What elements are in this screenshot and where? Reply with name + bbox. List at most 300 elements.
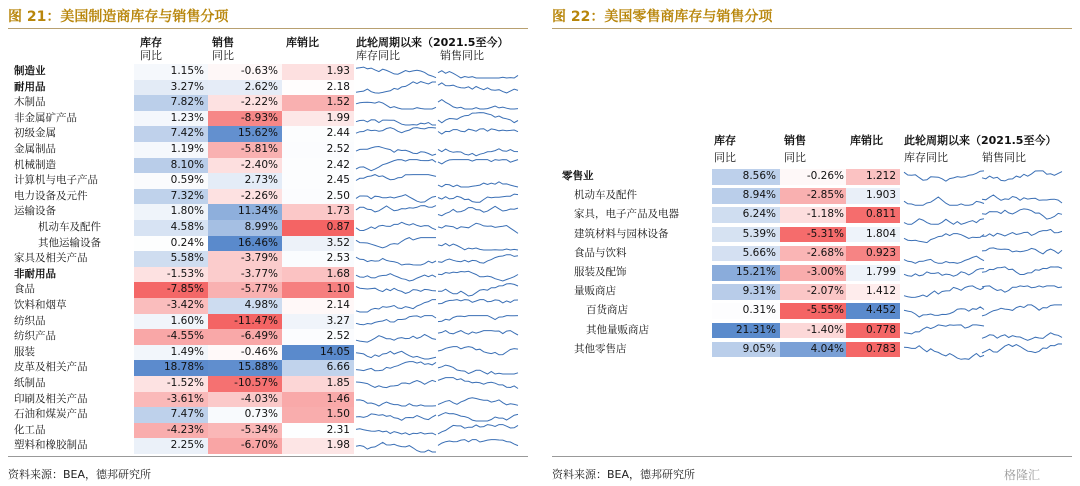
sparkline-sales-yoy [438, 360, 518, 376]
sparkline-sales-yoy [438, 220, 518, 236]
cell-sales-yoy: -11.47% [208, 314, 282, 330]
right-title-rule [552, 28, 1072, 29]
sparkline-inventory-yoy [904, 169, 984, 188]
sparkline-sales-yoy [438, 189, 518, 205]
sparkline-path [904, 197, 984, 205]
sparkline-path [438, 346, 518, 354]
cell-inv-sales-ratio: 4.452 [846, 303, 900, 319]
cell-sales-yoy: -5.77% [208, 282, 282, 298]
cell-inventory-yoy: 1.23% [134, 111, 208, 127]
cell-sales-yoy: -2.22% [208, 95, 282, 111]
sparkline-path [438, 378, 518, 389]
cell-sales-yoy: -3.79% [208, 251, 282, 267]
left-hdr-cycle-sales: 销售同比 [440, 49, 484, 62]
cell-inv-sales-ratio: 2.53 [282, 251, 354, 267]
cell-inventory-yoy: -1.53% [134, 267, 208, 283]
sparkline-path [904, 233, 984, 242]
left-hdr-sales: 销售 [212, 36, 234, 49]
sparkline-sales-yoy [438, 423, 518, 439]
cell-sales-yoy: -5.34% [208, 423, 282, 439]
right-hdr-sales: 销售 [784, 134, 806, 147]
sparkline-inventory-yoy [904, 323, 984, 342]
cell-sales-yoy: -0.63% [208, 64, 282, 80]
sparkline-sales-yoy [982, 207, 1062, 226]
sparkline-path [438, 271, 518, 281]
sparkline-inventory-yoy [356, 126, 436, 142]
sparkline-path [438, 284, 518, 296]
cell-sales-yoy: -3.77% [208, 267, 282, 283]
sparkline-inventory-yoy [356, 392, 436, 408]
cell-sales-yoy: -4.03% [208, 392, 282, 408]
right-title: 图 22：美国零售商库存与销售分项 [552, 9, 773, 25]
sparkline-sales-yoy [982, 342, 1062, 361]
sparkline-sales-yoy [438, 64, 518, 80]
sparkline-path [904, 256, 984, 263]
cell-sales-yoy: -8.93% [208, 111, 282, 127]
sparkline-path [438, 424, 518, 433]
sparkline-path [356, 335, 436, 343]
cell-sales-yoy: 15.62% [208, 126, 282, 142]
sparkline-inventory-yoy [904, 284, 984, 303]
cell-inv-sales-ratio: 1.212 [846, 169, 900, 185]
row-label: 食品与饮料 [574, 246, 627, 259]
cell-sales-yoy: 0.73% [208, 407, 282, 423]
sparkline-path [904, 269, 984, 277]
cell-inv-sales-ratio: 2.52 [282, 142, 354, 158]
left-source: 资料来源：BEA，德邦研究所 [8, 468, 152, 481]
sparkline-sales-yoy [982, 188, 1062, 207]
sparkline-inventory-yoy [356, 360, 436, 376]
sparkline-sales-yoy [438, 95, 518, 111]
row-label: 运输设备 [14, 205, 56, 218]
cell-inv-sales-ratio: 2.44 [282, 126, 354, 142]
sparkline-path [438, 331, 518, 335]
cell-inventory-yoy: 5.66% [712, 246, 780, 262]
sparkline-inventory-yoy [356, 158, 436, 174]
sparkline-path [356, 102, 436, 109]
cell-inventory-yoy: 6.24% [712, 207, 780, 223]
sparkline-inventory-yoy [356, 80, 436, 96]
sparkline-inventory-yoy [904, 246, 984, 265]
row-label: 非耐用品 [14, 267, 56, 280]
sparkline-sales-yoy [438, 204, 518, 220]
left-hdr-sales-sub: 同比 [212, 49, 234, 62]
sparkline-path [356, 159, 436, 170]
left-hdr-inv: 库存 [140, 36, 162, 49]
sparkline-path [356, 362, 436, 371]
row-label: 纸制品 [14, 377, 46, 389]
cell-inv-sales-ratio: 14.05 [282, 345, 354, 361]
row-label: 服装及配饰 [574, 266, 627, 278]
cell-sales-yoy: 2.73% [208, 173, 282, 189]
sparkline-inventory-yoy [904, 207, 984, 226]
left-bottom-rule [8, 456, 528, 457]
sparkline-path [438, 397, 518, 405]
right-hdr-sales-sub: 同比 [784, 151, 806, 164]
cell-inventory-yoy: 8.94% [712, 188, 780, 204]
right-bottom-rule [552, 456, 1072, 457]
row-label: 家具及相关产品 [14, 252, 88, 265]
cell-inventory-yoy: -3.42% [134, 298, 208, 314]
sparkline-path [356, 414, 436, 420]
cell-inventory-yoy: 0.59% [134, 173, 208, 189]
row-label: 机动车及配件 [574, 189, 637, 202]
cell-sales-yoy: 4.04% [780, 342, 848, 358]
cell-sales-yoy: -2.85% [780, 188, 848, 204]
row-label: 塑料和橡胶制品 [14, 439, 88, 452]
sparkline-inventory-yoy [356, 189, 436, 205]
cell-inv-sales-ratio: 1.73 [282, 204, 354, 220]
row-label: 其他量贩商店 [586, 323, 649, 336]
sparkline-path [356, 67, 436, 78]
sparkline-path [438, 365, 518, 374]
sparkline-inventory-yoy [356, 438, 436, 454]
sparkline-path [356, 273, 436, 280]
sparkline-sales-yoy [438, 392, 518, 408]
sparkline-path [982, 248, 1062, 254]
sparkline-inventory-yoy [356, 407, 436, 423]
sparkline-sales-yoy [438, 298, 518, 314]
row-label: 家具，电子产品及电器 [574, 208, 679, 221]
sparkline-path [904, 286, 984, 298]
sparkline-sales-yoy [982, 246, 1062, 265]
sparkline-inventory-yoy [356, 376, 436, 392]
left-hdr-cycle: 此轮周期以来（2021.5至今） [356, 36, 509, 49]
cell-inventory-yoy: 7.32% [134, 189, 208, 205]
cell-inventory-yoy: 1.60% [134, 314, 208, 330]
cell-sales-yoy: 11.34% [208, 204, 282, 220]
sparkline-path [438, 194, 518, 202]
cell-inv-sales-ratio: 2.50 [282, 189, 354, 205]
sparkline-inventory-yoy [356, 173, 436, 189]
row-label: 制造业 [14, 65, 46, 77]
cell-inventory-yoy: 7.82% [134, 95, 208, 111]
sparkline-path [356, 300, 436, 312]
cell-inventory-yoy: 8.56% [712, 169, 780, 185]
sparkline-path [438, 413, 518, 421]
sparkline-path [356, 206, 436, 212]
sparkline-inventory-yoy [356, 236, 436, 252]
cell-inv-sales-ratio: 1.903 [846, 188, 900, 204]
cell-inv-sales-ratio: 2.31 [282, 423, 354, 439]
cell-sales-yoy: -6.49% [208, 329, 282, 345]
cell-inventory-yoy: 0.31% [712, 303, 780, 319]
cell-inv-sales-ratio: 1.99 [282, 111, 354, 127]
row-label: 初级金属 [14, 127, 56, 140]
cell-inv-sales-ratio: 1.46 [282, 392, 354, 408]
cell-inventory-yoy: 4.58% [134, 220, 208, 236]
cell-sales-yoy: -0.46% [208, 345, 282, 361]
sparkline-path [356, 237, 436, 247]
cell-inventory-yoy: 9.31% [712, 284, 780, 300]
sparkline-path [438, 112, 518, 122]
cell-inv-sales-ratio: 1.93 [282, 64, 354, 80]
cell-sales-yoy: -5.31% [780, 227, 848, 243]
cell-sales-yoy: -2.40% [208, 158, 282, 174]
sparkline-inventory-yoy [356, 345, 436, 361]
sparkline-path [982, 209, 1062, 219]
sparkline-inventory-yoy [356, 282, 436, 298]
cell-inv-sales-ratio: 3.52 [282, 236, 354, 252]
cell-inv-sales-ratio: 0.811 [846, 207, 900, 223]
sparkline-path [356, 351, 436, 359]
cell-inventory-yoy: 15.21% [712, 265, 780, 281]
cell-inventory-yoy: -4.55% [134, 329, 208, 345]
sparkline-sales-yoy [438, 80, 518, 96]
cell-sales-yoy: -5.55% [780, 303, 848, 319]
cell-sales-yoy: -0.26% [780, 169, 848, 185]
cell-sales-yoy: 16.46% [208, 236, 282, 252]
cell-sales-yoy: 8.99% [208, 220, 282, 236]
right-hdr-inv: 库存 [714, 134, 736, 147]
cell-inv-sales-ratio: 2.42 [282, 158, 354, 174]
cell-sales-yoy: -5.81% [208, 142, 282, 158]
sparkline-sales-yoy [982, 284, 1062, 303]
sparkline-inventory-yoy [904, 265, 984, 284]
sparkline-inventory-yoy [356, 423, 436, 439]
sparkline-path [356, 147, 436, 156]
right-hdr-cycle: 此轮周期以来（2021.5至今） [904, 134, 1057, 147]
row-label: 百货商店 [586, 304, 628, 317]
cell-sales-yoy: -10.57% [208, 376, 282, 392]
sparkline-path [356, 81, 436, 93]
cell-inventory-yoy: -7.85% [134, 282, 208, 298]
cell-inventory-yoy: -3.61% [134, 392, 208, 408]
sparkline-inventory-yoy [904, 303, 984, 322]
cell-inventory-yoy: 8.10% [134, 158, 208, 174]
sparkline-sales-yoy [982, 169, 1062, 188]
cell-inventory-yoy: 7.47% [134, 407, 208, 423]
sparkline-path [356, 257, 436, 265]
sparkline-path [438, 255, 518, 263]
row-label: 零售业 [562, 170, 594, 182]
sparkline-path [356, 120, 436, 125]
sparkline-path [438, 300, 518, 304]
sparkline-path [982, 286, 1062, 292]
cell-inventory-yoy: -4.23% [134, 423, 208, 439]
sparkline-path [904, 324, 984, 333]
cell-inventory-yoy: 0.24% [134, 236, 208, 252]
sparkline-sales-yoy [438, 282, 518, 298]
cell-inventory-yoy: 3.27% [134, 80, 208, 96]
cell-sales-yoy: -1.40% [780, 323, 848, 339]
sparkline-inventory-yoy [356, 142, 436, 158]
sparkline-sales-yoy [438, 407, 518, 423]
sparkline-path [356, 443, 436, 453]
sparkline-sales-yoy [438, 111, 518, 127]
row-label: 其他运输设备 [38, 236, 101, 249]
cell-inv-sales-ratio: 1.52 [282, 95, 354, 111]
right-hdr-inv-sub: 同比 [714, 151, 736, 164]
row-label: 印刷及相关产品 [14, 392, 88, 405]
row-label: 饮料和烟草 [14, 299, 67, 311]
sparkline-inventory-yoy [356, 329, 436, 345]
watermark-text: 格隆汇 [1004, 468, 1041, 482]
sparkline-sales-yoy [438, 173, 518, 189]
row-label: 机动车及配件 [38, 221, 101, 233]
sparkline-inventory-yoy [356, 64, 436, 80]
sparkline-path [438, 315, 518, 321]
row-label: 化工品 [14, 423, 46, 436]
sparkline-path [356, 194, 436, 202]
sparkline-path [438, 440, 518, 446]
left-hdr-cycle-inv: 库存同比 [356, 49, 400, 62]
cell-inv-sales-ratio: 1.68 [282, 267, 354, 283]
cell-sales-yoy: -6.70% [208, 438, 282, 454]
sparkline-inventory-yoy [356, 95, 436, 111]
row-label: 建筑材料与园林设备 [574, 227, 669, 240]
cell-inventory-yoy: 9.05% [712, 342, 780, 358]
row-label: 其他零售店 [574, 342, 627, 355]
sparkline-path [356, 429, 436, 435]
cell-sales-yoy: -2.26% [208, 189, 282, 205]
sparkline-inventory-yoy [904, 188, 984, 207]
sparkline-path [438, 129, 518, 134]
sparkline-path [982, 267, 1062, 275]
sparkline-inventory-yoy [356, 267, 436, 283]
row-label: 木制品 [14, 96, 46, 109]
sparkline-sales-yoy [438, 314, 518, 330]
cell-sales-yoy: -2.07% [780, 284, 848, 300]
sparkline-inventory-yoy [904, 227, 984, 246]
sparkline-path [438, 243, 518, 250]
sparkline-sales-yoy [438, 345, 518, 361]
cell-inv-sales-ratio: 0.923 [846, 246, 900, 262]
sparkline-sales-yoy [982, 323, 1062, 342]
cell-sales-yoy: 4.98% [208, 298, 282, 314]
row-label: 纺织品 [14, 314, 46, 327]
sparkline-path [982, 229, 1062, 236]
row-label: 纺织产品 [14, 330, 56, 343]
row-label: 金属制品 [14, 143, 56, 155]
sparkline-path [356, 315, 436, 324]
cell-sales-yoy: -3.00% [780, 265, 848, 281]
sparkline-inventory-yoy [356, 314, 436, 330]
cell-inventory-yoy: 7.42% [134, 126, 208, 142]
cell-inv-sales-ratio: 1.50 [282, 407, 354, 423]
cell-inv-sales-ratio: 1.412 [846, 284, 900, 300]
sparkline-path [904, 345, 984, 359]
sparkline-path [982, 171, 1062, 181]
row-label: 量贩商店 [574, 285, 616, 298]
sparkline-path [438, 100, 518, 109]
cell-sales-yoy: -2.68% [780, 246, 848, 262]
row-label: 耐用品 [14, 80, 46, 93]
sparkline-path [356, 128, 436, 134]
sparkline-sales-yoy [438, 142, 518, 158]
cell-inventory-yoy: 1.15% [134, 64, 208, 80]
cell-inv-sales-ratio: 0.778 [846, 323, 900, 339]
sparkline-path [438, 223, 518, 233]
sparkline-inventory-yoy [356, 204, 436, 220]
cell-inv-sales-ratio: 1.804 [846, 227, 900, 243]
sparkline-inventory-yoy [356, 298, 436, 314]
sparkline-path [438, 159, 518, 163]
cell-sales-yoy: 2.62% [208, 80, 282, 96]
cell-inventory-yoy: -1.52% [134, 376, 208, 392]
sparkline-sales-yoy [982, 303, 1062, 322]
cell-inventory-yoy: 18.78% [134, 360, 208, 376]
row-label: 食品 [14, 283, 35, 296]
sparkline-sales-yoy [982, 265, 1062, 284]
cell-inv-sales-ratio: 0.783 [846, 342, 900, 358]
row-label: 机械制造 [14, 158, 56, 171]
sparkline-sales-yoy [438, 158, 518, 174]
sparkline-path [904, 219, 984, 225]
sparkline-path [356, 380, 436, 387]
sparkline-inventory-yoy [904, 342, 984, 361]
sparkline-path [356, 287, 436, 294]
sparkline-sales-yoy [438, 329, 518, 345]
left-hdr-ratio: 库销比 [286, 36, 319, 49]
cell-inv-sales-ratio: 2.45 [282, 173, 354, 189]
cell-inventory-yoy: 1.19% [134, 142, 208, 158]
cell-inventory-yoy: 5.39% [712, 227, 780, 243]
sparkline-path [982, 344, 1062, 353]
sparkline-path [438, 149, 518, 156]
cell-inv-sales-ratio: 1.10 [282, 282, 354, 298]
sparkline-path [356, 399, 436, 405]
cell-inv-sales-ratio: 6.66 [282, 360, 354, 376]
sparkline-sales-yoy [438, 438, 518, 454]
row-label: 计算机与电子产品 [14, 174, 98, 187]
cell-inv-sales-ratio: 1.799 [846, 265, 900, 281]
sparkline-path [356, 175, 436, 181]
cell-inv-sales-ratio: 2.52 [282, 329, 354, 345]
sparkline-path [982, 195, 1062, 203]
row-label: 服装 [14, 345, 35, 358]
sparkline-path [356, 222, 436, 230]
right-hdr-cycle-inv: 库存同比 [904, 151, 948, 164]
sparkline-sales-yoy [438, 126, 518, 142]
cell-inv-sales-ratio: 1.85 [282, 376, 354, 392]
cell-sales-yoy: -1.18% [780, 207, 848, 223]
sparkline-sales-yoy [438, 236, 518, 252]
row-label: 皮革及相关产品 [14, 361, 88, 374]
cell-inv-sales-ratio: 2.14 [282, 298, 354, 314]
sparkline-sales-yoy [438, 267, 518, 283]
sparkline-path [982, 332, 1062, 340]
row-label: 石油和煤炭产品 [14, 408, 88, 421]
sparkline-sales-yoy [438, 251, 518, 267]
sparkline-path [982, 305, 1062, 316]
cell-inventory-yoy: 2.25% [134, 438, 208, 454]
sparkline-sales-yoy [438, 376, 518, 392]
right-hdr-ratio: 库销比 [850, 134, 883, 147]
cell-inv-sales-ratio: 3.27 [282, 314, 354, 330]
cell-inv-sales-ratio: 0.87 [282, 220, 354, 236]
left-hdr-inv-sub: 同比 [140, 49, 162, 62]
sparkline-inventory-yoy [356, 251, 436, 267]
row-label: 非金属矿产品 [14, 111, 77, 124]
cell-inv-sales-ratio: 1.98 [282, 438, 354, 454]
cell-inventory-yoy: 1.49% [134, 345, 208, 361]
sparkline-path [904, 171, 984, 181]
sparkline-path [438, 71, 518, 78]
sparkline-path [438, 207, 518, 216]
right-source: 资料来源：BEA，德邦研究所 [552, 468, 696, 481]
cell-sales-yoy: 15.88% [208, 360, 282, 376]
row-label: 电力设备及元件 [14, 189, 88, 202]
cell-inventory-yoy: 5.58% [134, 251, 208, 267]
right-hdr-cycle-sales: 销售同比 [982, 151, 1026, 164]
sparkline-inventory-yoy [356, 111, 436, 127]
sparkline-path [904, 307, 984, 317]
sparkline-path [438, 82, 518, 92]
cell-inv-sales-ratio: 2.18 [282, 80, 354, 96]
sparkline-sales-yoy [982, 227, 1062, 246]
left-title: 图 21：美国制造商库存与销售分项 [8, 9, 229, 25]
